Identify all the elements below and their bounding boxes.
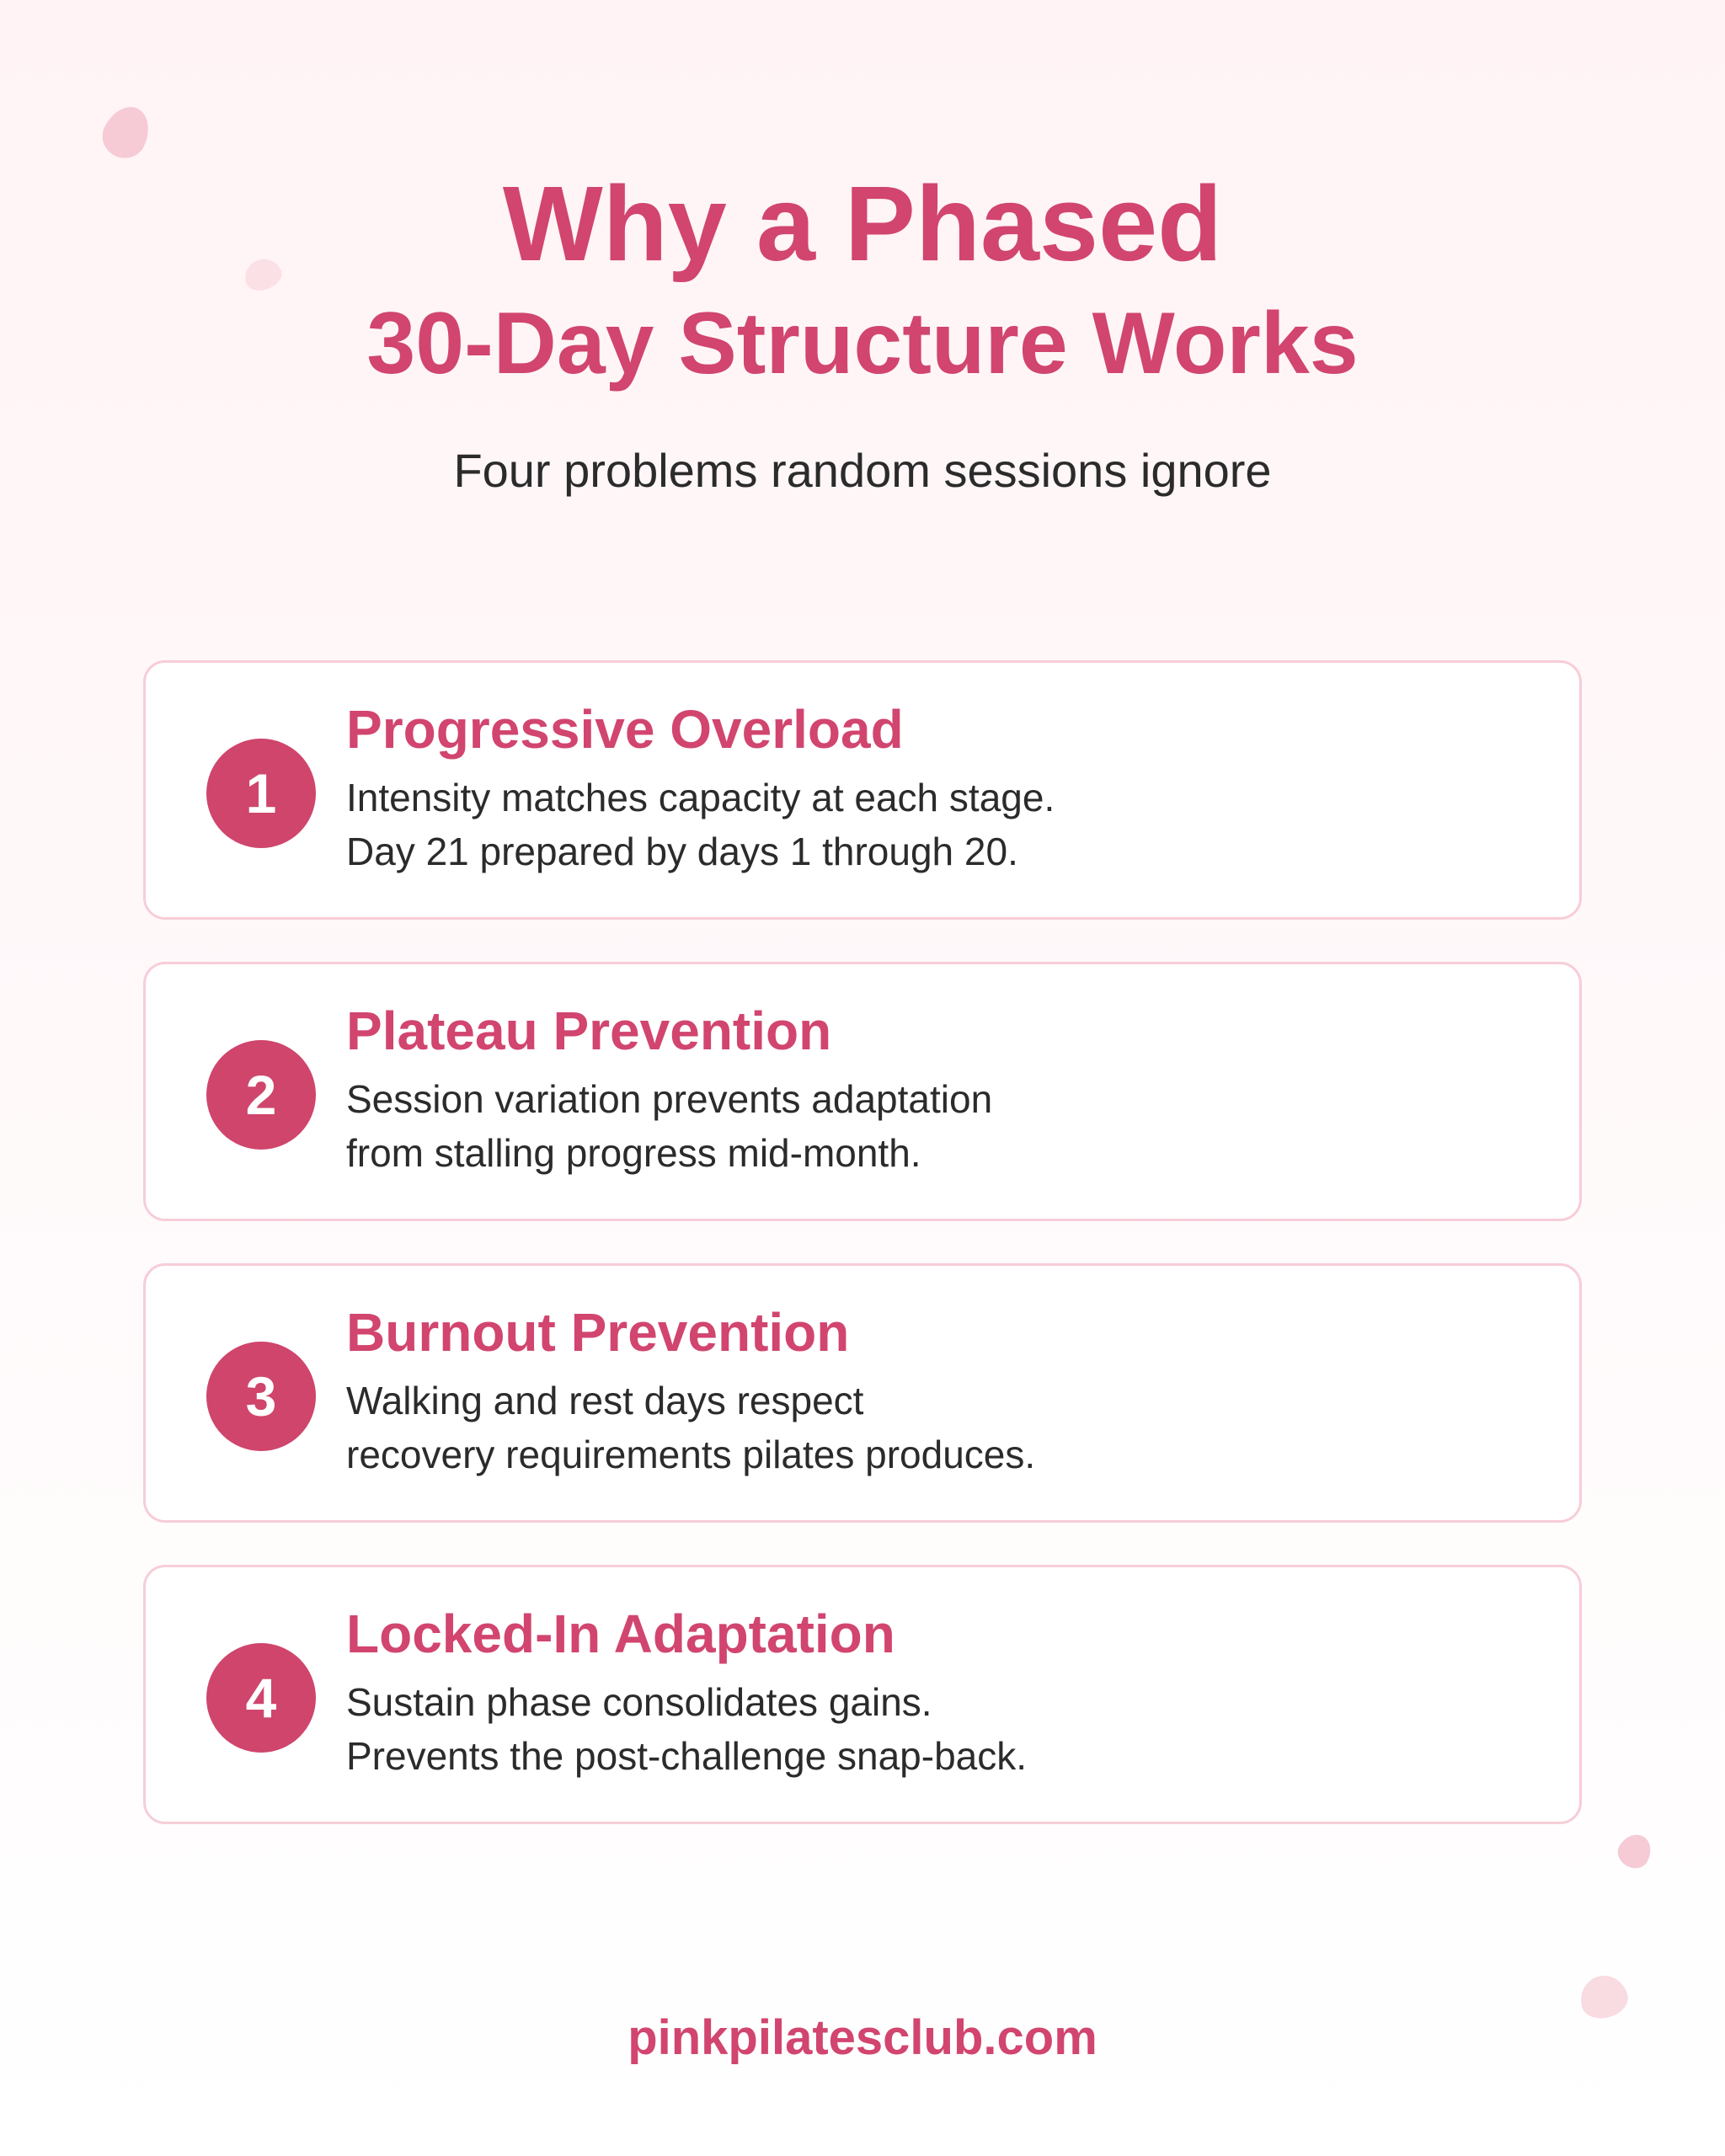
petal-decoration-icon (1613, 1828, 1658, 1874)
card-description-line: from stalling progress mid-month. (346, 1131, 921, 1175)
page-title-line-2: 30-Day Structure Works (366, 295, 1359, 392)
number-badge: 3 (206, 1342, 316, 1451)
card-description-line: Prevents the post-challenge snap-back. (346, 1734, 1028, 1778)
card-description (346, 1374, 1035, 1481)
card-description-line: Walking and rest days respect (346, 1379, 864, 1422)
card-description-line: recovery requirements pilates produces. (346, 1433, 1036, 1476)
problem-card-list (143, 660, 1582, 1866)
card-title: Locked-In Adaptation (346, 1604, 895, 1664)
card-title: Plateau Prevention (346, 1001, 832, 1061)
card-title: Progressive Overload (346, 699, 904, 760)
card-description (346, 1072, 992, 1180)
problem-card (143, 1263, 1582, 1523)
card-title: Burnout Prevention (346, 1302, 850, 1363)
problem-card (143, 660, 1582, 920)
number-badge: 4 (206, 1643, 316, 1753)
number-badge: 2 (206, 1040, 316, 1150)
number-badge: 1 (206, 739, 316, 848)
card-description-line: Day 21 prepared by days 1 through 20. (346, 830, 1018, 873)
card-description (346, 1675, 1027, 1783)
card-description (346, 771, 1055, 878)
petal-decoration-icon (95, 99, 157, 165)
card-description-line: Session variation prevents adaptation (346, 1077, 993, 1121)
page-title-line-1: Why a Phased (502, 164, 1223, 283)
card-description-line: Sustain phase consolidates gains. (346, 1680, 932, 1724)
card-description-line: Intensity matches capacity at each stage. (346, 776, 1055, 819)
problem-card (143, 962, 1582, 1221)
page-subtitle: Four problems random sessions ignore (453, 444, 1272, 497)
problem-card (143, 1565, 1582, 1824)
website-link[interactable]: pinkpilatesclub.com (628, 2010, 1097, 2065)
